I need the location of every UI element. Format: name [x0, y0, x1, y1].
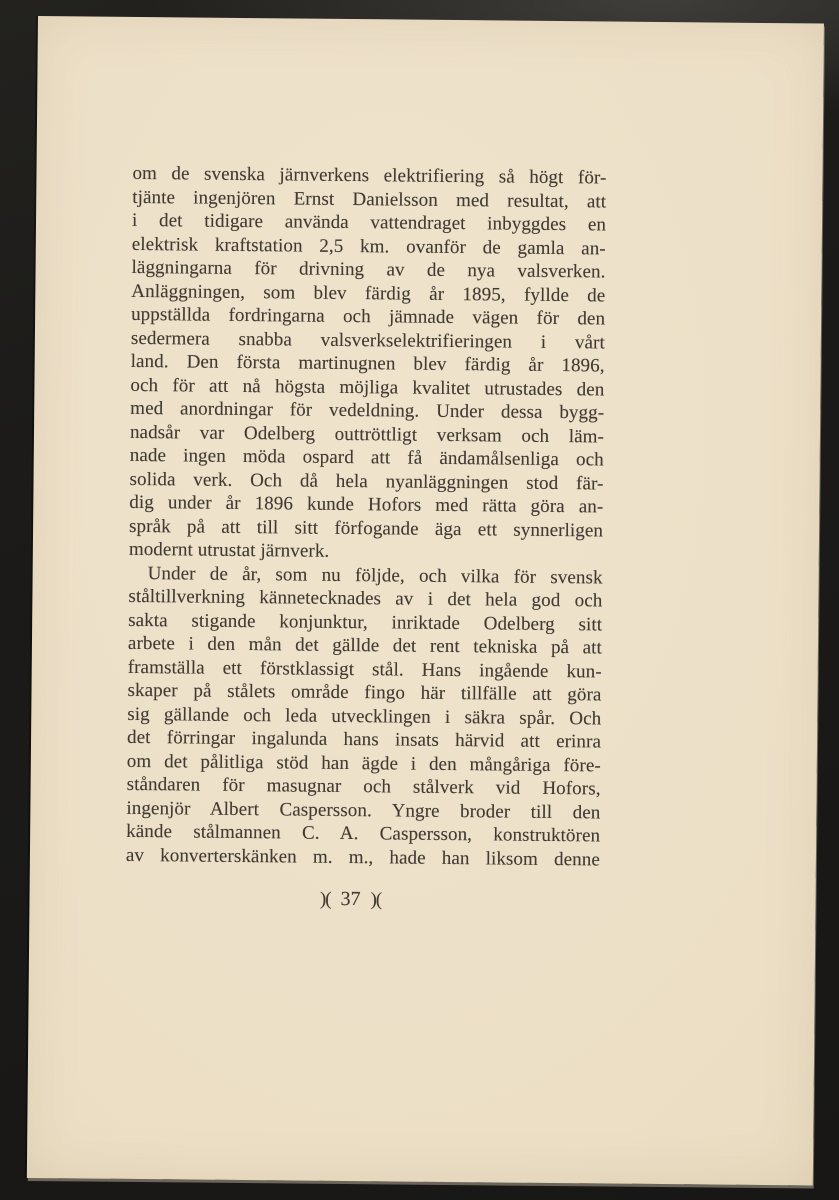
text-line: ingenjör Albert Caspersson. Yngre broder till den [126, 797, 601, 823]
text-line: språk på att till sitt förfogande äga ett synnerligen [129, 515, 604, 541]
text-line: Under de år, som nu följde, och vilka för svensk [147, 562, 603, 588]
text-line: sig gällande och leda utvecklingen i säkra spår. Och [127, 703, 602, 729]
text-line: solida verk. Och då hela nyanläggningen stod fär- [129, 468, 604, 494]
text-line: kände stålmannen C. A. Caspersson, konstruktören [126, 820, 601, 847]
text-line: och för att nå högsta möjliga kvalitet utrustades den [130, 374, 605, 400]
text-line: nadsår var Odelberg outtröttligt verksam och läm- [129, 421, 605, 447]
text-block [125, 162, 606, 914]
text-line: om det pålitliga stöd han ägde i den mångåriga före- [126, 750, 601, 776]
text-line: det förringar ingalunda hans insats härvid att erinra [126, 726, 602, 753]
text-line: sakta stigande konjunktur, inriktade Odelberg sitt [128, 609, 603, 635]
text-line: tjänte ingenjören Ernst Danielsson med resultat, att [132, 186, 607, 212]
text-line: av konverterskänken m. m., hade han liksom denne [125, 844, 601, 870]
text-line: land. Den första martinugnen blev färdig år 1896, [130, 350, 605, 377]
text-line: Anläggningen, som blev färdig år 1895, fyllde de [131, 280, 606, 306]
text-line: ståndaren för masugnar och stålverk vid Hofors, [126, 773, 601, 800]
text-line: sedermera snabba valsverkselektrifieringen i vårt [130, 327, 605, 353]
paragraph-new [126, 561, 603, 871]
text-line: ståltillverkning kännetecknades av i det hela god och [128, 585, 603, 612]
paragraph-continued [129, 162, 607, 566]
text-line: modernt utrustat järnverk. [128, 538, 330, 562]
page-number-footer [113, 886, 587, 914]
footer-ornament-right: )( [370, 889, 382, 911]
text-line: om de svenska järnverkens elektrifiering så högt för- [132, 162, 607, 189]
text-line: elektrisk kraftstation 2,5 km. ovanför de gamla an- [131, 233, 606, 259]
text-line: uppställda fordringarna och jämnade vägen för den [131, 303, 606, 330]
text-line: skaper på stålets område fingo här tillfälle att göra [127, 679, 602, 706]
text-line: med anordningar för vedeldning. Under dessa bygg- [130, 397, 605, 424]
text-line: i det tidigare använda vattendraget inbyggdes en [131, 209, 607, 236]
text-line: framställa ett förstklassigt stål. Hans ingående kun- [127, 656, 602, 682]
text-line: dig under år 1896 kunde Hofors med rätta göra an- [129, 491, 604, 518]
page-number-value: 37 [340, 887, 361, 911]
text-line: nade ingen möda ospard att få ändamålsenliga och [129, 444, 604, 471]
book-page [27, 16, 824, 1185]
text-line: läggningarna för drivning av de nya valsverken. [131, 256, 606, 283]
footer-ornament-left: )( [319, 888, 331, 910]
text-line: arbete i den mån det gällde det rent tekniska på att [127, 632, 603, 659]
